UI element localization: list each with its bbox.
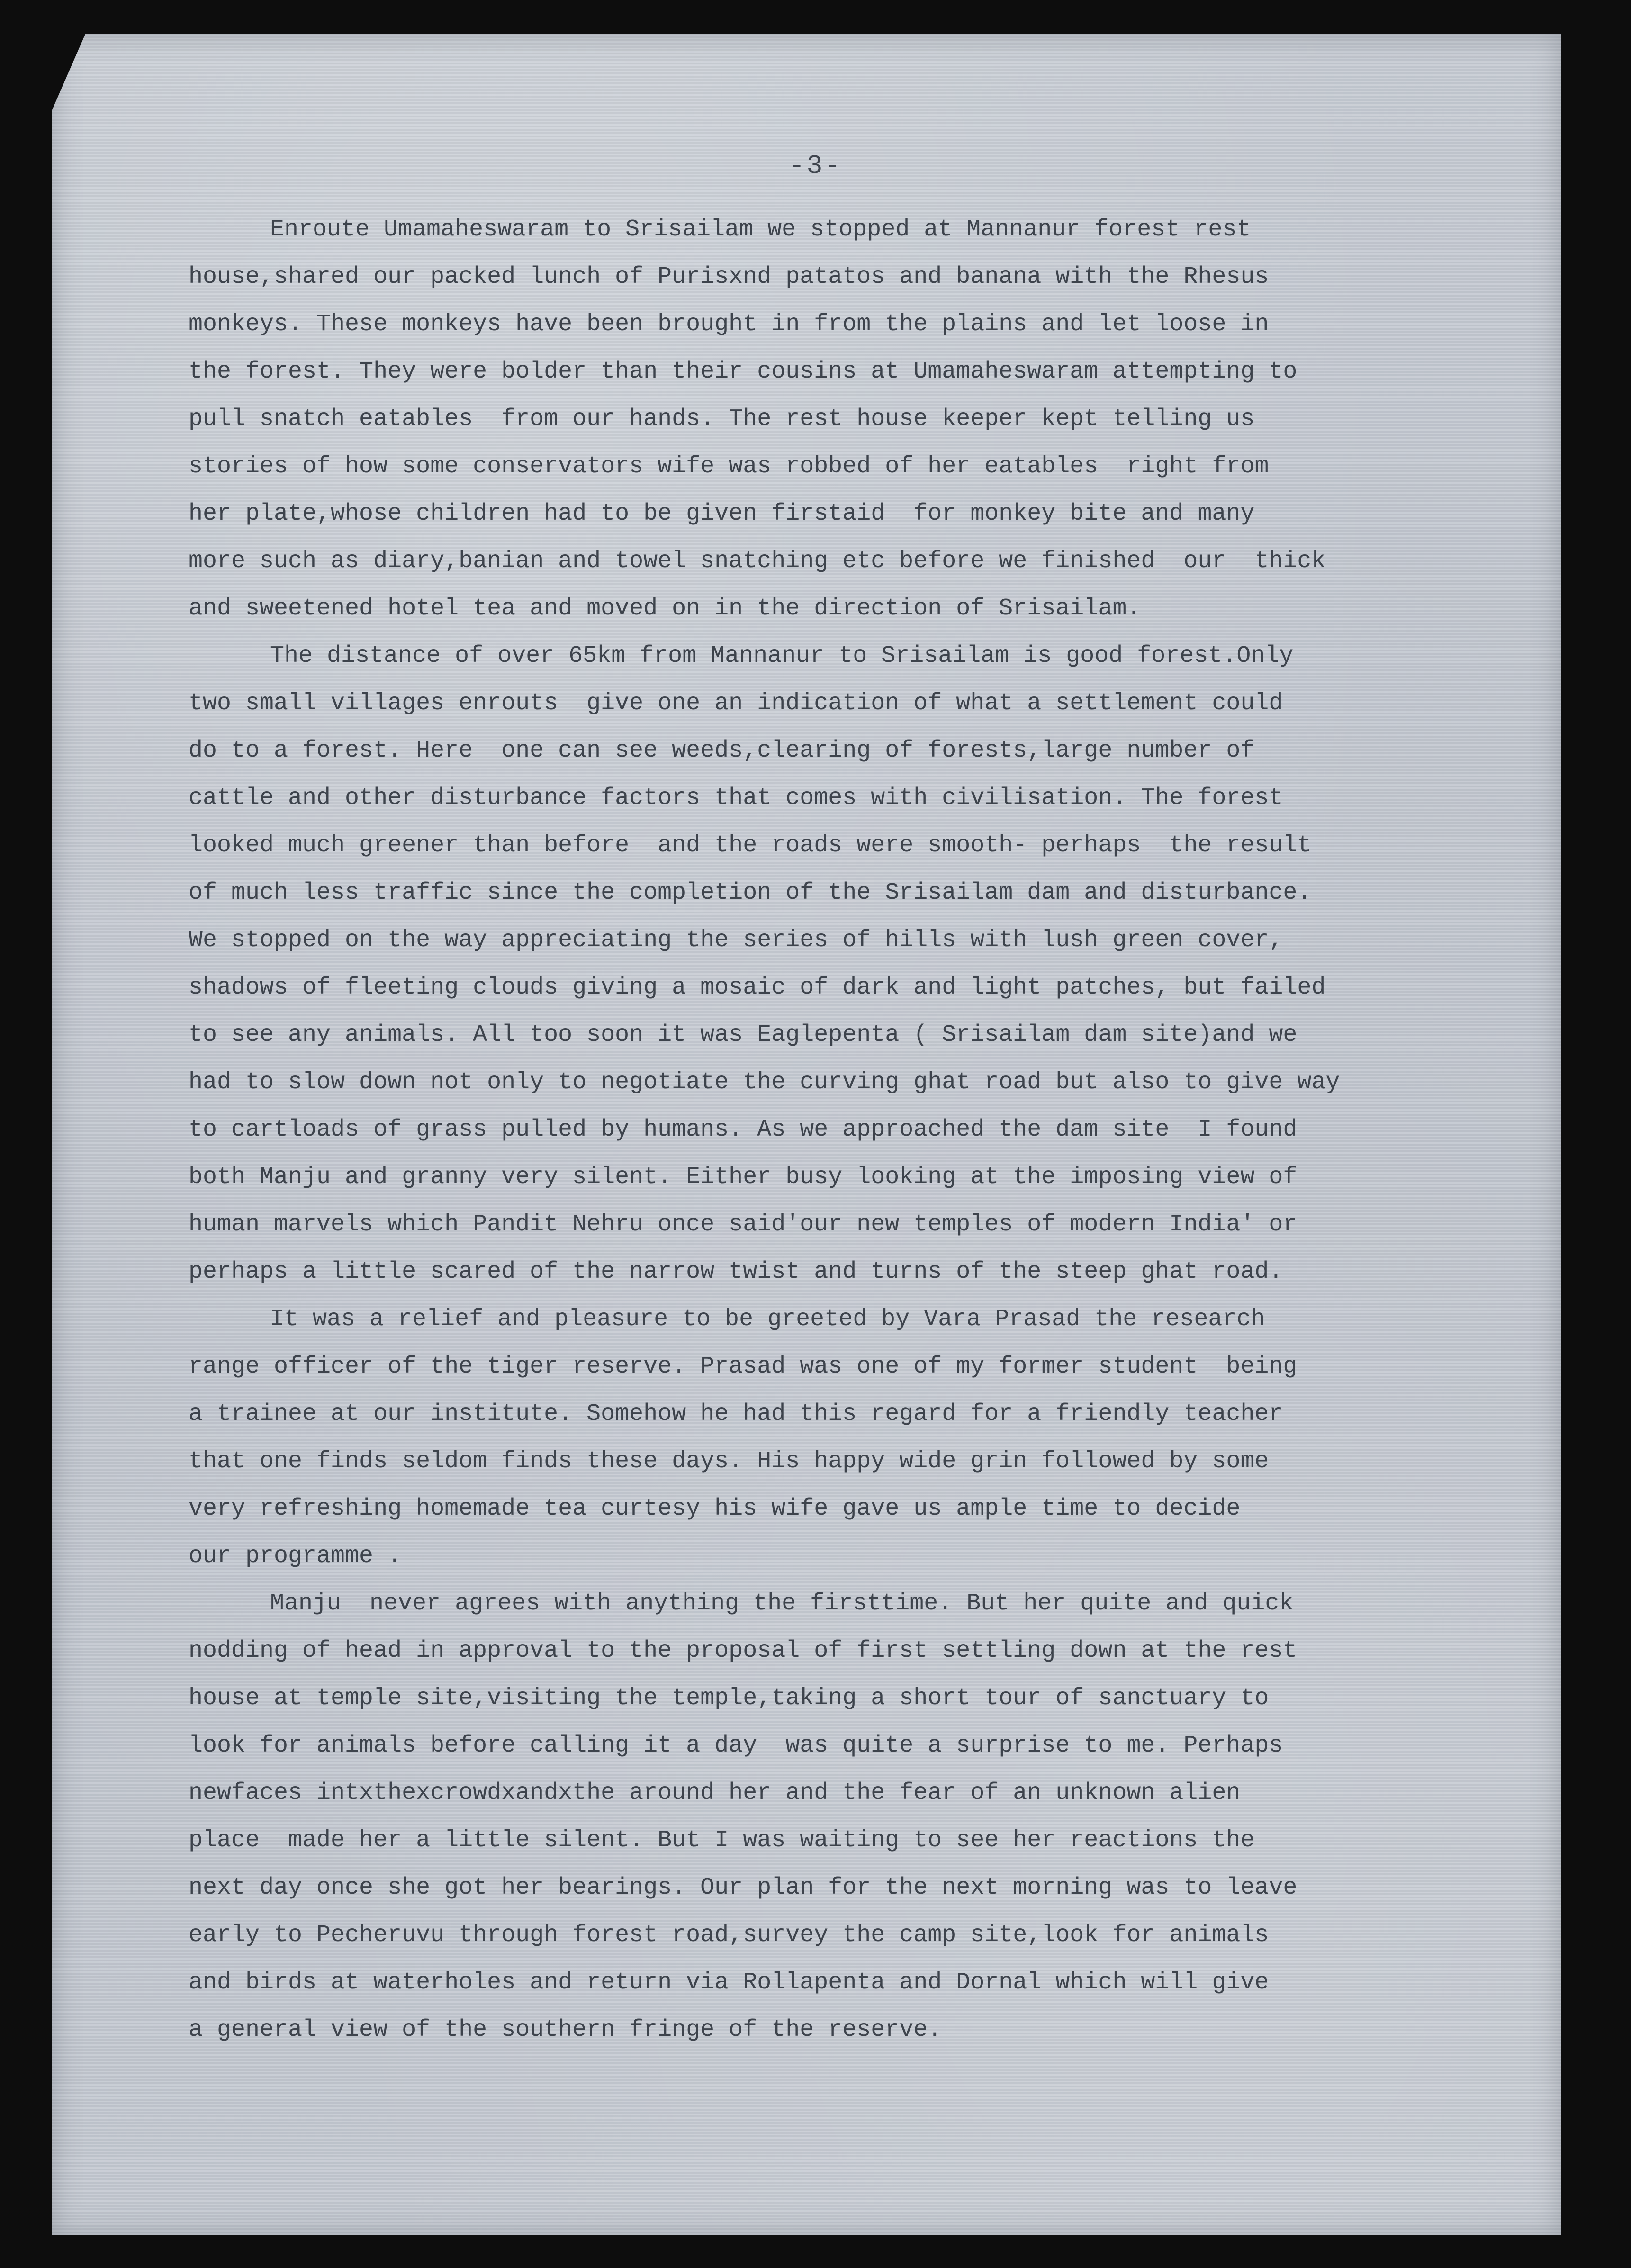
page-number: -3- bbox=[789, 151, 842, 181]
text-line: The distance of over 65km from Mannanur to Srisailam is good forest.Only bbox=[270, 642, 1294, 669]
text-line: our programme . bbox=[189, 1543, 402, 1570]
text-line: Manju never agrees with anything the firsttime. But her quite and quick bbox=[270, 1590, 1294, 1617]
text-line: to see any animals. All too soon it was Eaglepenta ( Srisailam dam site)and we bbox=[189, 1021, 1298, 1048]
text-line: very refreshing homemade tea curtesy his wife gave us ample time to decide bbox=[189, 1495, 1241, 1522]
text-line: do to a forest. Here one can see weeds,clearing of forests,large number of bbox=[189, 737, 1255, 764]
text-line: a trainee at our institute. Somehow he had this regard for a friendly teacher bbox=[189, 1401, 1283, 1428]
text-line: Enroute Umamaheswaram to Srisailam we stopped at Mannanur forest rest bbox=[270, 216, 1251, 243]
text-line: range officer of the tiger reserve. Prasad was one of my former student being bbox=[189, 1353, 1298, 1380]
text-line: both Manju and granny very silent. Either busy looking at the imposing view of bbox=[189, 1164, 1298, 1191]
text-line: had to slow down not only to negotiate the curving ghat road but also to give way bbox=[189, 1069, 1340, 1096]
text-line: and sweetened hotel tea and moved on in the direction of Srisailam. bbox=[189, 595, 1141, 622]
text-line: shadows of fleeting clouds giving a mosaic of dark and light patches, but failed bbox=[189, 974, 1326, 1001]
text-line: house at temple site,visiting the temple,taking a short tour of sanctuary to bbox=[189, 1685, 1269, 1712]
text-line: nodding of head in approval to the proposal of first settling down at the rest bbox=[189, 1637, 1298, 1664]
text-line: looked much greener than before and the roads were smooth- perhaps the result bbox=[189, 832, 1312, 859]
text-line: human marvels which Pandit Nehru once said'our new temples of modern India' or bbox=[189, 1211, 1298, 1238]
text-line: next day once she got her bearings. Our plan for the next morning was to leave bbox=[189, 1874, 1298, 1901]
text-line: perhaps a little scared of the narrow twist and turns of the steep ghat road. bbox=[189, 1258, 1283, 1285]
text-line: It was a relief and pleasure to be greeted by Vara Prasad the research bbox=[270, 1306, 1265, 1333]
text-line: place made her a little silent. But I was waiting to see her reactions the bbox=[189, 1827, 1255, 1854]
text-line: to cartloads of grass pulled by humans. As we approached the dam site I found bbox=[189, 1116, 1298, 1143]
text-line: the forest. They were bolder than their cousins at Umamaheswaram attempting to bbox=[189, 358, 1298, 385]
text-line: We stopped on the way appreciating the series of hills with lush green cover, bbox=[189, 927, 1283, 954]
text-line: pull snatch eatables from our hands. The rest house keeper kept telling us bbox=[189, 406, 1255, 433]
text-line: two small villages enrouts give one an indication of what a settlement could bbox=[189, 690, 1283, 717]
torn-corner bbox=[52, 34, 85, 110]
text-line: and birds at waterholes and return via Rollapenta and Dornal which will give bbox=[189, 1969, 1269, 1996]
text-line: more such as diary,banian and towel snatching etc before we finished our thick bbox=[189, 548, 1326, 575]
text-line: monkeys. These monkeys have been brought in from the plains and let loose in bbox=[189, 311, 1269, 338]
text-line: look for animals before calling it a day was quite a surprise to me. Perhaps bbox=[189, 1732, 1283, 1759]
text-line: house,shared our packed lunch of Purisxnd patatos and banana with the Rhesus bbox=[189, 263, 1269, 290]
text-line: stories of how some conservators wife was robbed of her eatables right from bbox=[189, 453, 1269, 480]
text-line: of much less traffic since the completion of the Srisailam dam and disturbance. bbox=[189, 879, 1312, 906]
text-line: a general view of the southern fringe of the reserve. bbox=[189, 2016, 942, 2043]
text-line: newfaces intxthexcrowdxandxthe around her and the fear of an unknown alien bbox=[189, 1780, 1241, 1807]
text-line: that one finds seldom finds these days. His happy wide grin followed by some bbox=[189, 1448, 1269, 1475]
text-line: cattle and other disturbance factors that comes with civilisation. The forest bbox=[189, 785, 1283, 812]
text-line: early to Pecheruvu through forest road,survey the camp site,look for animals bbox=[189, 1922, 1269, 1949]
text-line: her plate,whose children had to be given firstaid for monkey bite and many bbox=[189, 500, 1255, 527]
